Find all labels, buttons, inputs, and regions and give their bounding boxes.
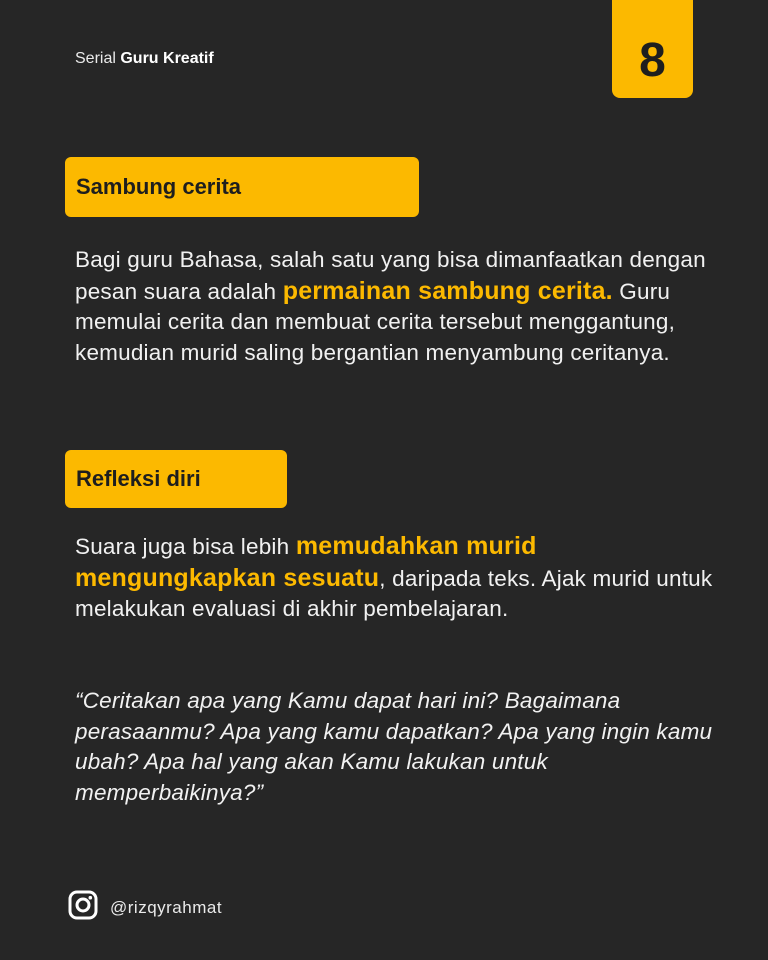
- section-paragraph-refleksi-diri: [75, 531, 725, 625]
- section-heading-text: Sambung cerita: [76, 174, 242, 199]
- paragraph-highlight: permainan sambung cerita.: [282, 276, 613, 305]
- section-heading-sambung-cerita: [65, 157, 419, 217]
- section-heading-text: Refleksi diri: [76, 466, 201, 491]
- series-label: [75, 50, 214, 68]
- series-name: Guru Kreatif: [120, 50, 214, 67]
- instagram-icon: [68, 890, 98, 925]
- page-number: 8: [639, 33, 666, 87]
- section-paragraph-sambung-cerita: [75, 245, 725, 368]
- paragraph-text: , daripada teks. Ajak murid untuk melakukan evaluasi di akhir pembelajaran.: [75, 565, 713, 621]
- series-prefix: Serial: [75, 50, 116, 67]
- paragraph-text: Suara juga bisa lebih: [75, 534, 290, 559]
- page-number-badge: [612, 0, 693, 98]
- footer: [68, 890, 222, 925]
- paragraph-text: Guru memulai cerita dan membuat cerita tersebut menggantung, kemudian murid saling bergantian menyambung ceritanya.: [75, 278, 676, 365]
- reflection-quote: “Ceritakan apa yang Kamu dapat hari ini? Bagaimana perasaanmu? Apa yang kamu dapatkan? Apa yang ingin kamu ubah? Apa hal yang akan Kamu lakukan untuk memperbaikinya?”: [75, 688, 713, 805]
- paragraph-highlight: memudahkan murid mengungkapkan sesuatu: [75, 532, 537, 592]
- paragraph-text: Bagi guru Bahasa, salah satu yang bisa dimanfaatkan dengan pesan suara adalah: [75, 247, 706, 304]
- section-heading-refleksi-diri: [65, 450, 287, 508]
- instagram-handle[interactable]: @rizqyrahmat: [110, 897, 223, 917]
